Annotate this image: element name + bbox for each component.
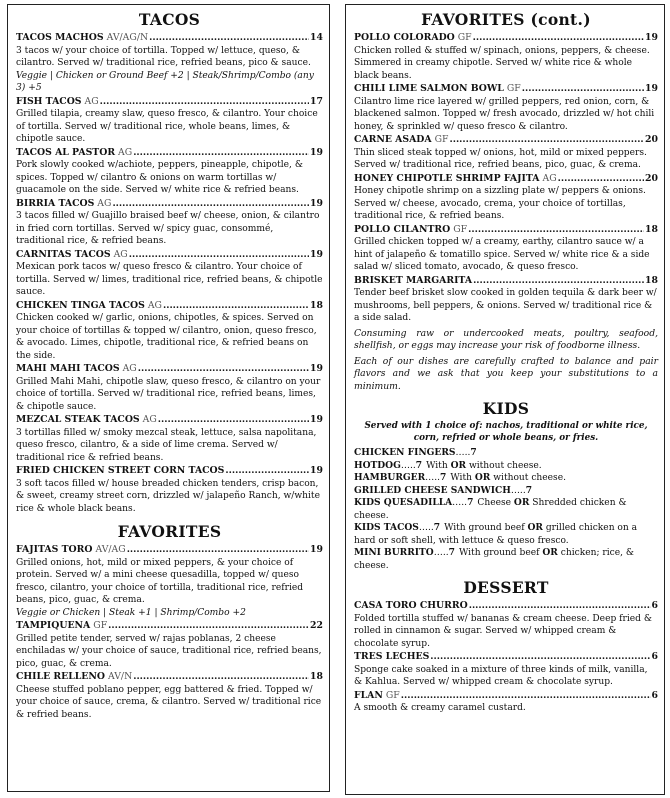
menu-item-header	[16, 300, 323, 313]
menu-item-description: Thin sliced steak topped w/ onions, hot, mild or mixed peppers. Served w/ traditional rice, refried beans, pico, guac, & crema.	[354, 147, 647, 170]
kids-item-price: 7	[470, 447, 477, 458]
menu-item	[354, 224, 658, 274]
menu-item-name: TRES LECHES	[354, 651, 430, 662]
menu-item-name: FISH TACOS	[16, 95, 82, 107]
kids-item-price: 7	[433, 522, 441, 533]
menu-item-price: 18	[310, 299, 323, 311]
menu-item	[16, 363, 323, 413]
kids-item-description: Cheese OR Shredded chicken & cheese.	[354, 497, 627, 521]
menu-item-tags: AG	[122, 363, 137, 374]
kids-item	[354, 497, 658, 522]
menu-item-price: 19	[645, 83, 658, 94]
right-menu-column	[345, 4, 665, 795]
menu-item-name: CARNITAS TACOS	[16, 248, 111, 260]
menu-item-leader	[133, 671, 309, 684]
menu-item	[16, 249, 323, 299]
menu-item-description: Grilled Mahi Mahi, chipotle slaw, queso fresco, & cilantro on your choice of tortilla. Served w/ traditional rice, refried beans, limes, & chipotle sauce.	[16, 376, 321, 412]
menu-item	[16, 620, 323, 670]
kids-item-separator: …..	[425, 473, 441, 483]
menu-item-description: Chicken cooked w/ garlic, onions, chipotles, & spices. Served on your choice of tortillas & topped w/ cilantro, onion, queso fresco, & avocado. Limes, chipotle, traditional rice, & refried beans on the side.	[16, 313, 317, 361]
menu-item	[354, 173, 658, 223]
menu-item-description: Grilled chicken topped w/ a creamy, earthy, cilantro sauce w/ a hint of jalapeño & tomatillo spice. Served w/ white rice & a side salad w/ sliced tomato, avocado, & queso fresco.	[354, 237, 650, 272]
menu-item-price: 6	[651, 689, 658, 701]
menu-item-price: 14	[310, 32, 323, 43]
menu-item-name: CARNE ASADA	[354, 134, 432, 145]
menu-item-tags: AG	[118, 146, 133, 158]
menu-item	[354, 83, 658, 133]
menu-item-header	[354, 173, 658, 186]
menu-item-price: 19	[310, 197, 323, 209]
dessert-heading: DESSERT	[463, 578, 549, 597]
menu-item	[16, 414, 323, 464]
kids-item	[354, 472, 658, 485]
menu-item-price: 19	[645, 32, 658, 43]
menu-item	[16, 96, 323, 146]
menu-item-options: Veggie | Chicken or Ground Beef +2 | Steak/Shrimp/Combo (any 3) +5	[16, 70, 314, 93]
menu-item-description: 3 tacos w/ your choice of tortilla. Topped w/ lettuce, queso, & cilantro. Served w/ traditional rice, refried beans, pico & sauce.	[16, 45, 311, 68]
notes	[354, 328, 658, 394]
menu-item-tags: AV/AG/N	[106, 32, 149, 43]
kids-item-separator: …..	[418, 523, 434, 533]
menu-item-description: A smooth & creamy caramel custard.	[354, 703, 526, 713]
food-safety-note: Consuming raw or undercooked meats, poultry, seafood, shellfish, or eggs may increase your risk of foodborne illness.	[354, 327, 658, 351]
menu-item-header	[354, 83, 658, 96]
tacos-list	[16, 32, 323, 515]
kids-item-name: HAMBURGER	[354, 472, 426, 483]
menu-item-header	[16, 544, 323, 557]
menu-item-price: 20	[645, 172, 658, 184]
menu-item-description: Pork slowly cooked w/achiote, peppers, pineapple, chipotle, & spices. Topped w/ cilantro & onions on warm tortillas w/ guacamole on the side. Served w/ white rice & refried beans.	[16, 160, 303, 195]
left-menu-column	[7, 4, 330, 792]
menu-item-header	[16, 249, 323, 262]
menu-item-price: 19	[310, 248, 323, 260]
kids-item	[354, 522, 658, 547]
menu-item-description: Sponge cake soaked in a mixture of three kinds of milk, vanilla, & Kahlua. Served w/ whipped cream & chocolate syrup.	[354, 664, 648, 687]
kids-item-name: KIDS TACOS	[354, 522, 419, 533]
kids-item-description: With ground beef OR chicken; rice, & cheese.	[354, 547, 635, 571]
menu-item-leader	[469, 600, 651, 613]
menu-item-name: MAHI MAHI TACOS	[16, 363, 120, 374]
menu-item-tags: AG	[147, 299, 162, 311]
kids-item-separator: …..	[510, 485, 526, 496]
menu-item-header	[354, 134, 658, 147]
menu-item-tags: AV/AG	[95, 544, 126, 555]
menu-item-header	[16, 671, 323, 684]
menu-item-description: 3 tortillas filled w/ smoky mezcal steak, lettuce, salsa napolitana, queso fresco, cilantro, & a side of lime crema. Served w/ traditional rice & refried beans.	[16, 427, 317, 463]
menu-item-name: TACOS MACHOS	[16, 32, 104, 43]
menu-item-price: 6	[651, 651, 658, 662]
kids-item-price: 7	[415, 459, 423, 471]
menu-item-price: 18	[645, 223, 658, 235]
favorites-heading: FAVORITES	[117, 522, 222, 541]
menu-item-leader	[522, 83, 644, 96]
menu-item-header	[16, 198, 323, 211]
tacos-heading: TACOS	[138, 10, 201, 29]
kids-item-price: 7	[448, 547, 455, 558]
kids-item-name: CHICKEN FINGERS	[354, 447, 456, 458]
menu-item-leader	[430, 651, 650, 664]
favorites-cont-list	[354, 32, 658, 325]
menu-item-name: MEZCAL STEAK TACOS	[16, 414, 140, 425]
menu-item-name: CHILE RELLENO	[16, 671, 105, 682]
kids-item-price: 7	[525, 484, 533, 496]
kids-item	[354, 460, 658, 473]
favorites-cont-heading: FAVORITES (cont.)	[421, 10, 591, 29]
menu-item-leader	[449, 134, 644, 147]
menu-item-leader	[127, 544, 309, 557]
menu-item-header	[16, 147, 323, 160]
menu-item	[354, 275, 658, 325]
menu-item-leader	[158, 414, 309, 427]
menu-item-description: Grilled petite tender, served w/ rajas poblanas, 2 cheese enchiladas w/ your choice of sauce, traditional rice, refried beans, pico, guac, & crema.	[16, 633, 322, 669]
menu-item-name: TACOS AL PASTOR	[16, 146, 116, 158]
favorites-list	[16, 544, 323, 721]
menu-item-description: 3 soft tacos filled w/ house breaded chicken tenders, crisp bacon, & sweet, creamy street corn, drizzled w/ jalapeño Ranch, w/white rice & whole black beans.	[16, 478, 320, 514]
menu-item-name: POLLO CILANTRO	[354, 223, 451, 235]
menu-item-tags: GF	[457, 32, 472, 43]
kids-item-separator: …..	[433, 548, 449, 558]
menu-item-description: Chicken rolled & stuffed w/ spinach, onions, peppers, & cheese. Simmered in creamy chipotle. Served w/ white rice & whole black beans.	[354, 45, 650, 81]
menu-item-leader	[149, 32, 309, 45]
menu-item-name: HONEY CHIPOTLE SHRIMP FAJITA	[354, 172, 540, 184]
menu-item-header	[16, 363, 323, 376]
kids-item-description: With ground beef OR grilled chicken on a hard or soft shell, with lettuce & queso fresco.	[354, 522, 638, 546]
kids-item-name: HOTDOG	[354, 459, 401, 471]
menu-item-description: 3 tacos filled w/ Guajillo braised beef w/ cheese, onion, & cilantro in fried corn tortillas. Served w/ spicy guac, consommé, traditional rice, & refried beans.	[16, 211, 320, 246]
kids-item-separator: …..	[400, 460, 416, 471]
menu-item-price: 18	[645, 274, 658, 286]
menu-item-tags: GF	[453, 223, 468, 235]
menu-item-description: Cilantro lime rice layered w/ grilled peppers, red onion, corn, & blackened salmon. Topped w/ fresh avocado, drizzled w/ hot chili honey, & sprinkled w/ queso fresco & cilantro.	[354, 96, 655, 132]
kids-item	[354, 547, 658, 572]
kids-item-name: MINI BURRITO	[354, 547, 434, 558]
menu-item-price: 20	[645, 134, 658, 145]
dessert-list	[354, 600, 658, 715]
menu-item-name: CASA TORO CHURRO	[354, 600, 468, 611]
kids-item-separator: …..	[455, 448, 471, 458]
menu-item	[16, 544, 323, 619]
menu-item-tags: AG	[97, 197, 112, 209]
menu-item-description: Cheese stuffed poblano pepper, egg battered & fried. Topped w/ your choice of sauce, crema, & cilantro. Served w/ traditional rice & refried beans.	[16, 684, 322, 720]
kids-item-separator: …..	[452, 498, 468, 508]
menu-item-tags: AG	[84, 95, 99, 107]
menu-item-leader	[133, 147, 309, 160]
menu-item-header	[354, 32, 658, 45]
menu-item-header	[354, 224, 658, 237]
menu-item-tags: GF	[506, 83, 521, 94]
menu-item-tags: GF	[93, 620, 108, 631]
kids-item-name: KIDS QUESADILLA	[354, 497, 453, 508]
menu-item-header	[16, 32, 323, 45]
menu-item-header	[16, 620, 323, 633]
menu-item-leader	[100, 96, 309, 109]
menu-item-leader	[473, 275, 644, 288]
kids-item-description: With OR without cheese.	[426, 459, 542, 471]
menu-item	[354, 134, 658, 172]
menu-item	[16, 671, 323, 721]
menu-item	[354, 600, 658, 650]
menu-item-price: 19	[310, 414, 323, 425]
menu-item-price: 19	[310, 146, 323, 158]
kids-item-price: 7	[440, 472, 447, 483]
menu-item-header	[354, 275, 658, 288]
menu-item-tags: AG	[142, 414, 157, 425]
kids-item	[354, 485, 658, 498]
menu-item-header	[354, 651, 658, 664]
menu-item-header	[16, 465, 323, 478]
menu-item-options: Veggie or Chicken | Steak +1 | Shrimp/Combo +2	[16, 607, 246, 618]
menu-item-price: 19	[310, 363, 323, 374]
menu-item	[16, 465, 323, 515]
menu-item-header	[16, 96, 323, 109]
menu-item-leader	[129, 249, 309, 262]
menu-item	[16, 198, 323, 248]
menu-item-tags: AG	[542, 172, 557, 184]
menu-item-name: FRIED CHICKEN STREET CORN TACOS	[16, 465, 225, 476]
menu-item	[354, 651, 658, 689]
menu-item-leader	[163, 300, 309, 313]
menu-item-description: Grilled onions, hot, mild or mixed peppers, & your choice of protein. Served w/ a mini cheese quesadilla, topped w/ queso fresco, cilantro, your choice of tortilla, traditional rice, refried beans, pico, guac, & crema.	[16, 557, 304, 605]
menu-item	[354, 690, 658, 715]
menu-item-price: 22	[310, 620, 323, 631]
menu-item-name: CHICKEN TINGA TACOS	[16, 299, 145, 311]
menu-item-tags: AG	[113, 248, 128, 260]
kids-item-name: GRILLED CHEESE SANDWICH	[354, 484, 511, 496]
menu-item-header	[16, 414, 323, 427]
menu-item	[354, 32, 658, 82]
menu-item-name: POLLO COLORADO	[354, 32, 455, 43]
menu-item-name: FLAN	[354, 689, 383, 701]
substitution-note: Each of our dishes are carefully crafted to balance and pair flavors and we ask that you keep your substitutions to a minimum.	[354, 355, 658, 392]
menu-item-description: Mexican pork tacos w/ queso fresco & cilantro. Your choice of tortilla. Served w/ limes, traditional rice, refried beans, & chipotle sauce.	[16, 262, 323, 297]
menu-item-price: 19	[310, 465, 323, 476]
menu-item-price: 6	[651, 600, 658, 611]
menu-item	[16, 32, 323, 95]
kids-item	[354, 447, 658, 460]
kids-list	[354, 447, 658, 572]
menu-item	[16, 147, 323, 197]
menu-item-price: 17	[310, 95, 323, 107]
menu-item-description: Tender beef brisket slow cooked in golden tequila & dark beer w/ mushrooms, bell peppers, & onions. Served w/ traditional rice & a side salad.	[354, 288, 657, 323]
menu-item-leader	[401, 690, 651, 703]
kids-subheading: Served with 1 choice of: nachos, traditional or white rice, corn, refried or whole beans, or fries.	[364, 421, 648, 443]
menu-item-leader	[112, 198, 309, 211]
kids-heading: KIDS	[482, 399, 530, 418]
menu-item-name: BRISKET MARGARITA	[354, 274, 473, 286]
menu-item-name: CHILI LIME SALMON BOWL	[354, 83, 504, 94]
kids-item-price: 7	[467, 497, 474, 508]
menu-item-leader	[138, 363, 309, 376]
menu-item-leader	[473, 32, 644, 45]
menu-item-description: Honey chipotle shrimp on a sizzling plate w/ peppers & onions. Served w/ cheese, avocado, crema, your choice of tortillas, traditional rice, & refried beans.	[354, 186, 646, 221]
menu-item-price: 19	[310, 544, 323, 555]
menu-item-header	[354, 690, 658, 703]
menu-item-leader	[225, 465, 309, 478]
menu-item-tags: GF	[434, 134, 449, 145]
menu-item-name: BIRRIA TACOS	[16, 197, 95, 209]
menu-item-price: 18	[310, 671, 323, 682]
menu-item-description: Grilled tilapia, creamy slaw, queso fresco, & cilantro. Your choice of tortilla. Served w/ traditional rice, whole beans, limes, & chipotle sauce.	[16, 109, 318, 144]
menu-item-leader	[108, 620, 309, 633]
menu-item-description: Folded tortilla stuffed w/ bananas & cream cheese. Deep fried & rolled in cinnamon & sugar. Served w/ whipped cream & chocolate syrup.	[354, 613, 652, 649]
menu-item-leader	[468, 224, 644, 237]
kids-item-description: With OR without cheese.	[450, 472, 566, 483]
menu-item-tags: AV/N	[107, 671, 133, 682]
menu-item-tags: GF	[385, 689, 400, 701]
menu-item-name: FAJITAS TORO	[16, 544, 93, 555]
menu-item-leader	[558, 173, 644, 186]
menu-item-name: TAMPIQUENA	[16, 620, 91, 631]
menu-item-header	[354, 600, 658, 613]
menu-item	[16, 300, 323, 363]
